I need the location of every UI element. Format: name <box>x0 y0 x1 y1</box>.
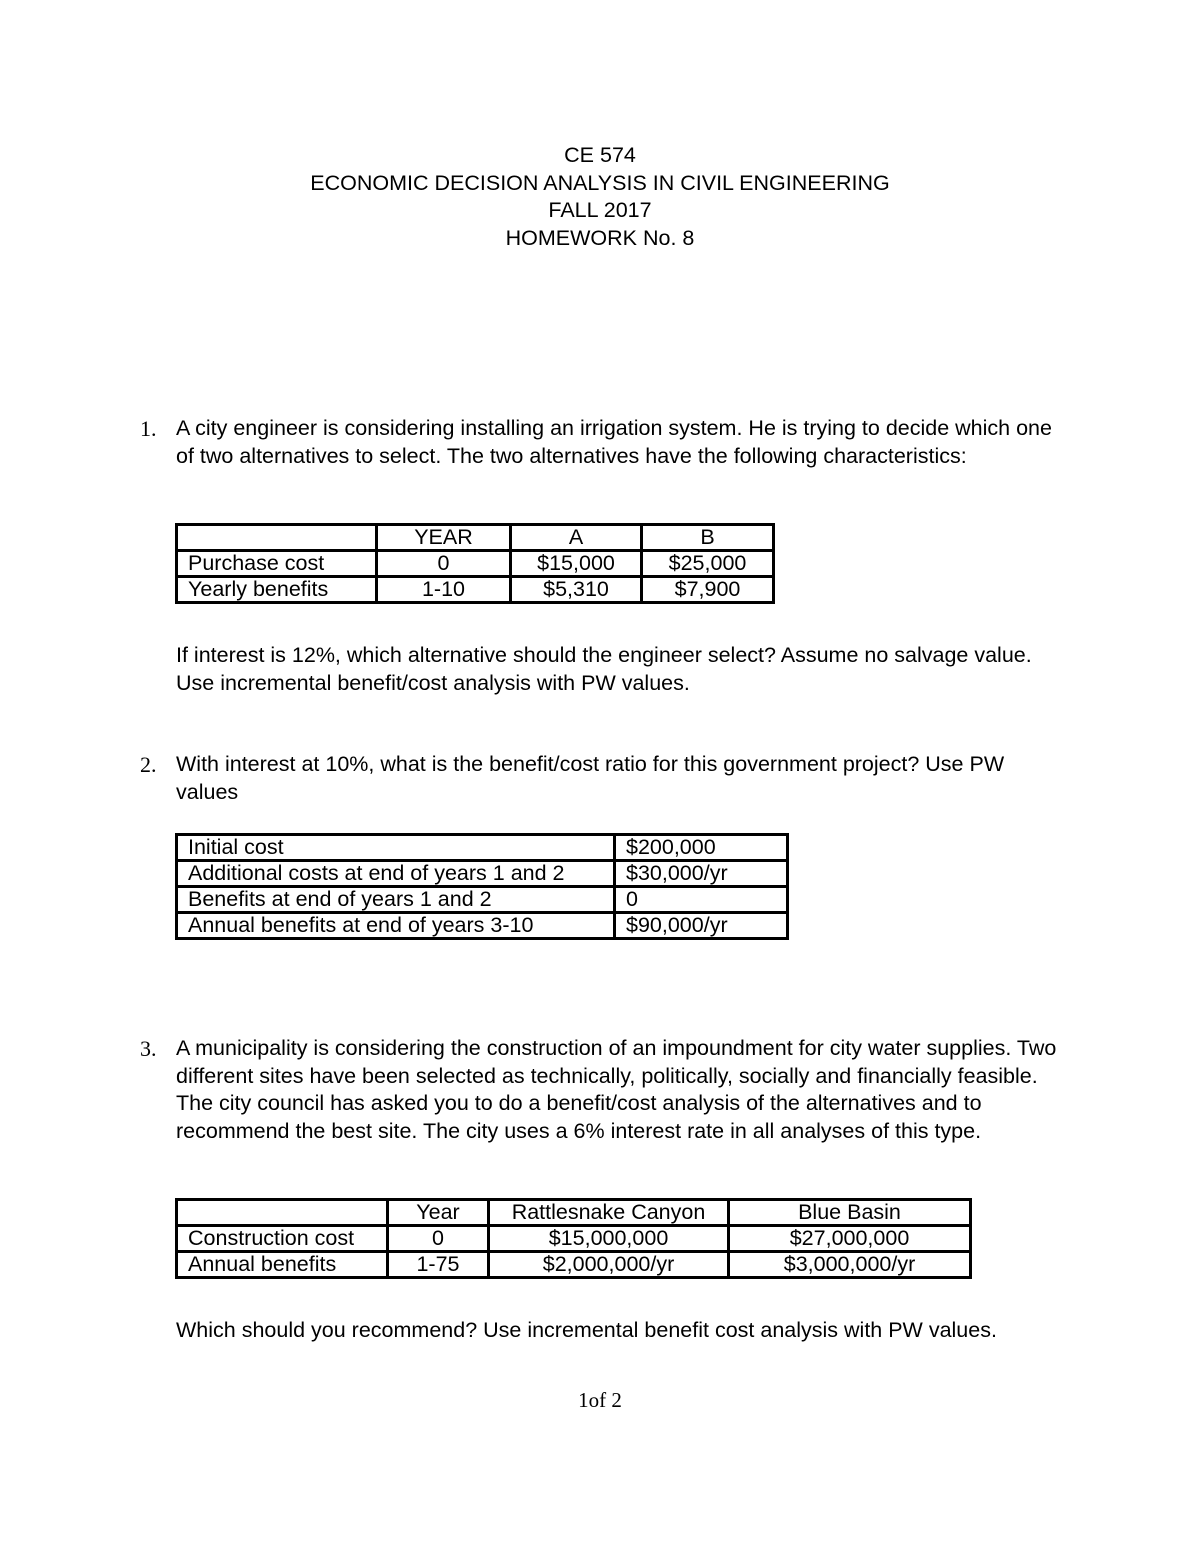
table-header-cell: A <box>511 525 642 551</box>
table-row <box>177 913 788 939</box>
table-cell: $30,000/yr <box>615 861 788 887</box>
table-cell: Annual benefits <box>177 1252 388 1278</box>
problem-question: If interest is 12%, which alternative should the engineer select? Assume no salvage value. Use incremental benefit/cost analysis with PW values. <box>176 643 1032 695</box>
problem-question: Which should you recommend? Use incremental benefit cost analysis with PW values. <box>176 1318 997 1342</box>
table-cell: $200,000 <box>615 835 788 861</box>
problem-1 <box>140 415 1066 470</box>
problem-3 <box>140 1035 1066 1145</box>
table-cell: Purchase cost <box>177 551 377 577</box>
problem-number: 3. <box>140 1036 157 1061</box>
problem-number: 2. <box>140 752 157 777</box>
problem-number: 1. <box>140 416 157 441</box>
table-cell <box>177 525 377 551</box>
table-cell: 0 <box>377 551 511 577</box>
table-header-cell: Rattlesnake Canyon <box>489 1200 729 1226</box>
problem-2 <box>140 751 1066 806</box>
table-cell: $90,000/yr <box>615 913 788 939</box>
table-cell: $27,000,000 <box>729 1226 971 1252</box>
problem-1-question <box>176 642 1066 697</box>
table-row <box>177 577 774 603</box>
course-code: CE 574 <box>564 143 636 167</box>
table-cell: Yearly benefits <box>177 577 377 603</box>
table-header-cell: YEAR <box>377 525 511 551</box>
table-cell: $2,000,000/yr <box>489 1252 729 1278</box>
assignment-title: HOMEWORK No. 8 <box>505 225 695 250</box>
table-row <box>177 861 788 887</box>
table-header-row <box>177 1200 971 1226</box>
table-row <box>177 1252 971 1278</box>
table-cell: $15,000 <box>511 551 642 577</box>
table-header-cell: B <box>642 525 774 551</box>
table-header-row <box>177 525 774 551</box>
term: FALL 2017 <box>548 198 652 222</box>
project-costs-table <box>175 833 789 940</box>
table-row <box>177 1226 971 1252</box>
alternatives-table <box>175 523 775 604</box>
table-cell: 1-75 <box>388 1252 489 1278</box>
table-cell: $5,310 <box>511 577 642 603</box>
problem-3-question <box>176 1317 1066 1345</box>
table-cell: $15,000,000 <box>489 1226 729 1252</box>
document-header <box>0 142 1200 252</box>
table-header-cell: Year <box>388 1200 489 1226</box>
table-cell: 1-10 <box>377 577 511 603</box>
table-row <box>177 835 788 861</box>
table-cell: Initial cost <box>177 835 615 861</box>
table-cell: Benefits at end of years 1 and 2 <box>177 887 615 913</box>
table-row <box>177 551 774 577</box>
table-cell: Construction cost <box>177 1226 388 1252</box>
table-cell: Annual benefits at end of years 3-10 <box>177 913 615 939</box>
problem-intro: A municipality is considering the construction of an impoundment for city water supplies. Two different sites have been selected as technically, politically, socially and financially feasible. The city council has asked you to do a benefit/cost analysis of the alternatives and to recommend the best site. The city uses a 6% interest rate in all analyses of this type. <box>176 1036 1057 1143</box>
table-cell: $7,900 <box>642 577 774 603</box>
problem-intro: With interest at 10%, what is the benefit/cost ratio for this government project? Use PW values <box>176 752 1005 804</box>
table-header-cell: Blue Basin <box>729 1200 971 1226</box>
table-cell: 0 <box>388 1226 489 1252</box>
table-cell: 0 <box>615 887 788 913</box>
page-number: 1of 2 <box>578 1388 622 1412</box>
table-cell: $25,000 <box>642 551 774 577</box>
sites-table <box>175 1198 972 1279</box>
table-cell: $3,000,000/yr <box>729 1252 971 1278</box>
problem-intro: A city engineer is considering installing an irrigation system. He is trying to decide which one of two alternatives to select. The two alternatives have the following characteristics: <box>176 416 1052 468</box>
table-cell <box>177 1200 388 1226</box>
table-row <box>177 887 788 913</box>
table-cell: Additional costs at end of years 1 and 2 <box>177 861 615 887</box>
course-title: ECONOMIC DECISION ANALYSIS IN CIVIL ENGINEERING <box>310 170 890 195</box>
